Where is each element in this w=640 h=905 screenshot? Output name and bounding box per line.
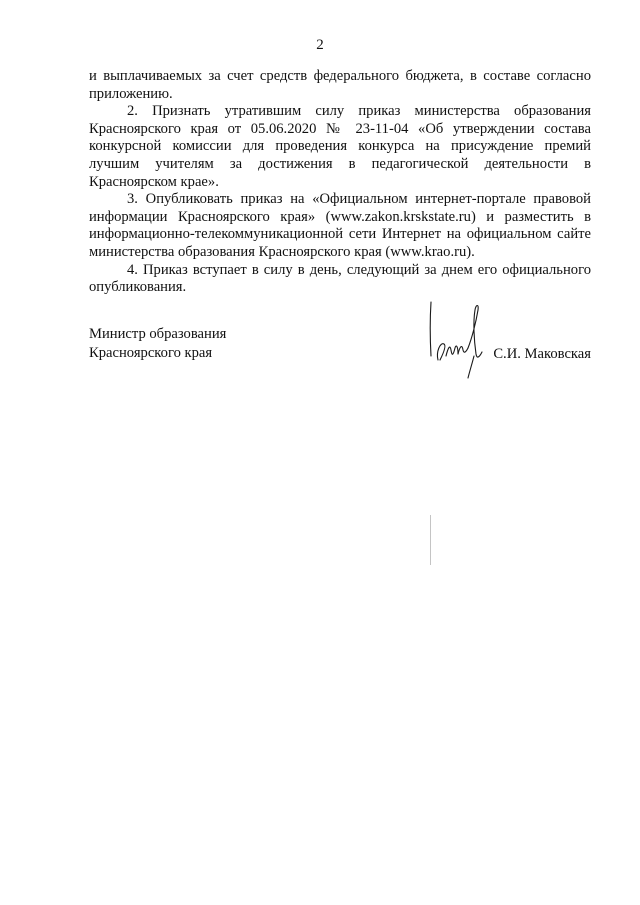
paragraph-continuation: и выплачиваемых за счет средств федерального бюджета, в составе согласно приложению. [89, 68, 591, 102]
signature-block [89, 325, 591, 385]
paragraph-item-3: 3. Опубликовать приказ на «Официальном интернет-портале правовой информации Красноярского края» (www.zakon.krskstate.ru) и разместить в информационно-телекоммуникационной сети Интернет на официальном сайте министерства образования Красноярского края (www.krao.ru). [89, 191, 591, 260]
signer-name: С.И. Маковская [493, 346, 591, 362]
signer-position [89, 325, 226, 363]
handwritten-signature-icon [420, 298, 492, 380]
margin-line [430, 490, 431, 590]
signer-position-line-2: Красноярского края [89, 345, 213, 361]
paragraph-item-4: 4. Приказ вступает в силу в день, следующий за днем его официального опубликования. [89, 261, 591, 296]
document-body [89, 68, 591, 297]
page-number: 2 [316, 37, 324, 53]
signer-position-line-1: Министр образования [89, 326, 227, 342]
paragraph-item-2: 2. Признать утратившим силу приказ министерства образования Красноярского края от 05.06.2020 № 23-11-04 «Об утверждении состава конкурсной комиссии для проведения конкурса на присуждение премий лучшим учителям за достижения в педагогической деятельности в Красноярском крае». [89, 103, 591, 190]
